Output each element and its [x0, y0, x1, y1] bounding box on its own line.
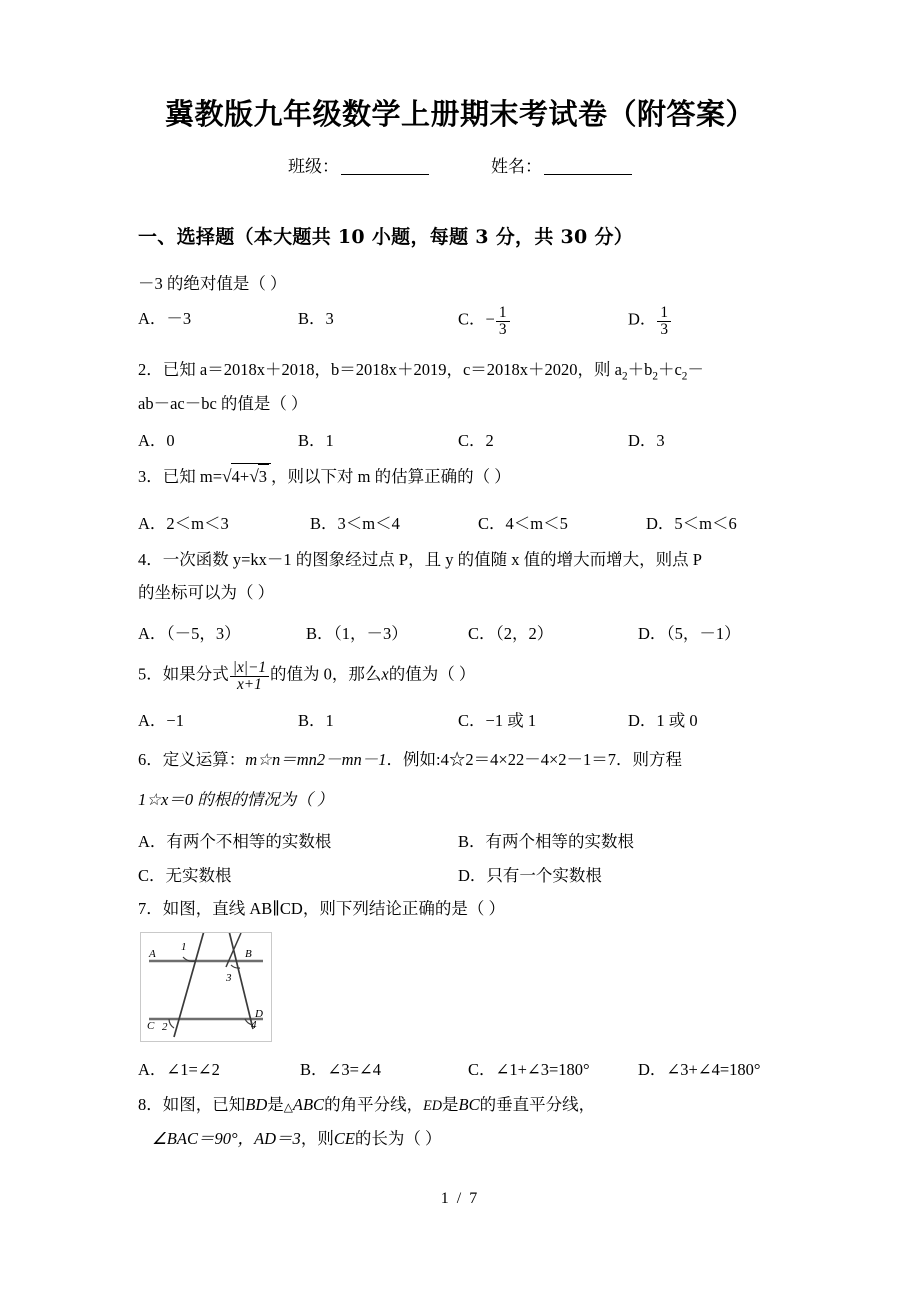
- option-2-A[interactable]: A．0: [138, 431, 175, 450]
- question-8-stem-line2: ∠BAC＝90°，AD＝3，则CE的长为（ ）: [152, 1129, 442, 1148]
- angle-arc-3: [231, 965, 240, 968]
- question-3-options: [138, 510, 838, 534]
- question-2-stem-line1: 2．已知 a＝2018x＋2018，b＝2018x＋2019，c＝2018x＋2020，则 $a_2+b_2+c_2-$: [138, 360, 704, 383]
- option-1-D[interactable]: D． $\frac{1}{3}$: [628, 305, 672, 338]
- option-7-C[interactable]: C．∠1+∠3=180°: [468, 1060, 590, 1079]
- angle-arc-2: [169, 1019, 174, 1028]
- option-7-A[interactable]: A．∠1=∠2: [138, 1060, 220, 1079]
- option-4-C[interactable]: C．（2，2）: [468, 624, 554, 643]
- question-4-stem-line1: 4．一次函数 y=kx－1 的图象经过点 P，且 y 的值随 x 值的增大而增大，则点 P: [138, 550, 702, 569]
- minus-sign: −: [485, 309, 495, 329]
- page-footer: 1 / 7: [440, 1190, 480, 1207]
- operation-example: 4☆2＝4×22－4×2－1＝7: [440, 750, 617, 769]
- name-blank[interactable]: [544, 174, 632, 175]
- option-3-A[interactable]: A．2＜m＜3: [138, 514, 229, 533]
- question-4-options: [138, 620, 838, 644]
- option-6-B[interactable]: B．有两个相等的实数根: [458, 832, 635, 851]
- figure-label-D: D: [255, 1008, 263, 1020]
- transversal-left: [174, 933, 204, 1037]
- parallel-lines-transversals-diagram: [141, 933, 271, 1041]
- class-label: 班级：: [288, 157, 339, 176]
- option-3-B[interactable]: B．3＜m＜4: [310, 514, 400, 533]
- figure-angle-3: 3: [226, 972, 232, 984]
- figure-label-A: A: [149, 948, 156, 960]
- question-6-options-row1: [138, 828, 838, 852]
- option-7-B[interactable]: B．∠3=∠4: [300, 1060, 381, 1079]
- page-title: 冀教版九年级数学上册期末考试卷（附答案）: [164, 97, 755, 131]
- option-6-C[interactable]: C．无实数根: [138, 866, 232, 885]
- option-7-D[interactable]: D．∠3+∠4=180°: [638, 1060, 761, 1079]
- option-5-C[interactable]: C．−1 或 1: [458, 711, 537, 730]
- question-3-stem: 3．已知 m=√4+√3 ，则以下对 m 的估算正确的（ ）: [138, 463, 511, 489]
- question-7-figure: [140, 932, 272, 1042]
- option-5-B[interactable]: B．1: [298, 711, 334, 730]
- option-2-B[interactable]: B．1: [298, 431, 334, 450]
- triangle-symbol: △: [283, 1100, 293, 1114]
- option-6-D[interactable]: D．只有一个实数根: [458, 866, 602, 885]
- question-6-stem-line2: 1☆x＝0 的根的情况为（ ）: [138, 790, 334, 809]
- option-2-C[interactable]: C．2: [458, 431, 494, 450]
- question-1-options: [138, 304, 838, 338]
- question-6-stem-line1: 6．定义运算：m☆n＝mn2－mn－1．例如:4☆2＝4×22－4×2－1＝7．则方程: [138, 750, 683, 769]
- question-5-stem: 5．如果分式 $\frac{|x|-1}{x+1}$ 的值为 0，那么x的值为（ ）: [138, 659, 476, 693]
- option-2-D[interactable]: D．3: [628, 431, 665, 450]
- figure-label-C: C: [147, 1020, 155, 1032]
- sqrt-expression: √4+√3: [222, 467, 271, 486]
- section-heading-choice: 一、选择题（本大题共 10 小题，每题 3 分，共 30 分）: [138, 226, 634, 248]
- name-label: 姓名：: [491, 157, 542, 176]
- class-blank[interactable]: [341, 174, 429, 175]
- option-6-A[interactable]: A．有两个不相等的实数根: [138, 832, 332, 851]
- option-4-D[interactable]: D．（5，－1）: [638, 624, 741, 643]
- question-1-stem: －3 的绝对值是（ ）: [138, 274, 287, 293]
- fraction-one-third: $\frac{1}{3}$: [496, 305, 510, 338]
- option-3-C[interactable]: C．4＜m＜5: [478, 514, 568, 533]
- radical-sign: √: [222, 466, 232, 486]
- question-6-options-row2: [138, 862, 838, 886]
- question-8-stem-line1: 8．如图，已知BD是△ABC的角平分线，ED是BC的垂直平分线，: [138, 1095, 596, 1114]
- figure-angle-2: 2: [162, 1021, 168, 1033]
- option-1-B[interactable]: B．3: [298, 309, 334, 328]
- student-id-line: [0, 152, 920, 177]
- option-1-A[interactable]: A．－3: [138, 309, 192, 328]
- fraction-abs-x-minus-1-over-x-plus-1: $\frac{|x|-1}{x+1}$: [230, 660, 269, 693]
- operation-definition: m☆n＝mn2－mn－1: [245, 750, 387, 769]
- question-2-options: [138, 427, 838, 451]
- class-field: [288, 152, 429, 177]
- question-7-options: [138, 1056, 838, 1080]
- option-5-A[interactable]: A．−1: [138, 711, 184, 730]
- option-1-C[interactable]: C．− $\frac{1}{3}$: [458, 305, 511, 338]
- figure-angle-1: 1: [181, 941, 187, 953]
- question-7-stem: 7．如图，直线 AB∥CD，则下列结论正确的是（ ）: [138, 899, 505, 918]
- option-3-D[interactable]: D．5＜m＜6: [646, 514, 737, 533]
- figure-angle-4: 4: [251, 1019, 257, 1031]
- figure-label-B: B: [245, 948, 252, 960]
- option-4-B[interactable]: B．（1，－3）: [306, 624, 408, 643]
- question-4-stem-line2: 的坐标可以为（ ）: [138, 583, 275, 602]
- option-4-A[interactable]: A．（－5，3）: [138, 624, 241, 643]
- fraction-one-third: $\frac{1}{3}$: [657, 305, 671, 338]
- question-5-options: [138, 707, 838, 731]
- radical-sign: √: [249, 466, 259, 486]
- name-field: [491, 152, 632, 177]
- option-5-D[interactable]: D．1 或 0: [628, 711, 698, 730]
- question-2-stem-line2: ab－ac－bc 的值是（ ）: [138, 394, 308, 413]
